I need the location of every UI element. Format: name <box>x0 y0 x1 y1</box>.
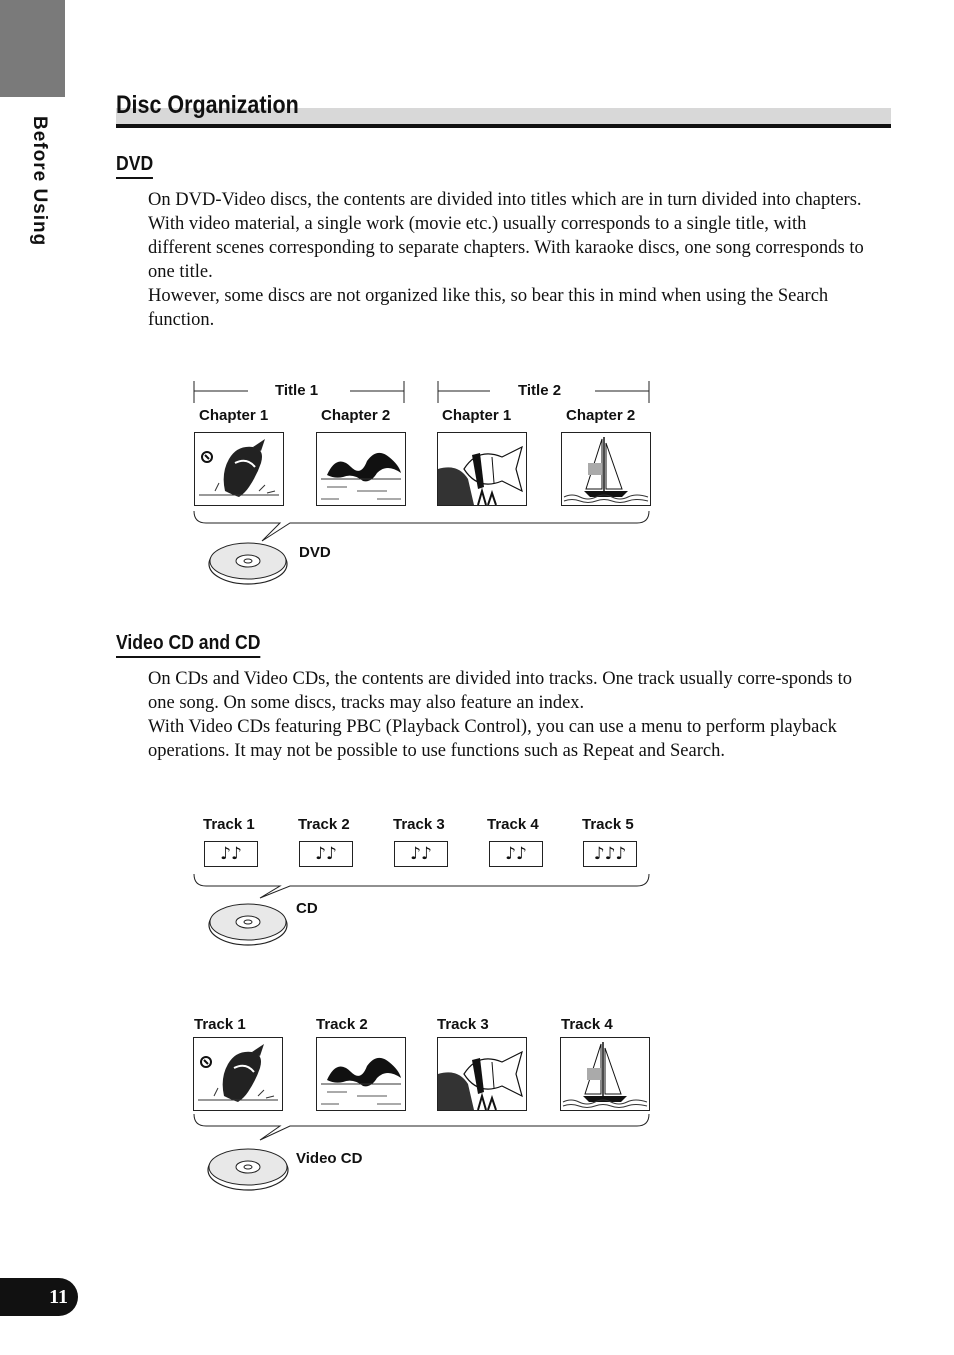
dvd-description <box>148 188 868 332</box>
cd-track-label: Track 1 <box>203 816 255 833</box>
video-cd-disc-icon <box>206 1144 290 1192</box>
wave-scene-image <box>316 1037 406 1111</box>
title-2-label: Title 2 <box>518 382 562 399</box>
vcd-track-label: Track 2 <box>316 1016 368 1033</box>
wave-scene-image <box>316 432 406 506</box>
chapter-label: Chapter 2 <box>566 407 636 424</box>
video-cd-disc-label: Video CD <box>296 1150 363 1167</box>
video-cd-description <box>148 667 868 763</box>
cd-disc-icon <box>207 899 289 947</box>
dolphin-scene-image <box>193 1037 283 1111</box>
chapter-label: Chapter 1 <box>199 407 269 424</box>
page-number: 11 <box>0 1278 78 1316</box>
fish-scene-image <box>437 432 527 506</box>
dvd-heading: DVD <box>116 153 153 179</box>
cd-brace <box>180 860 660 900</box>
cd-track-label: Track 4 <box>487 816 539 833</box>
dvd-paragraph-3: However, some discs are not organized like this, so bear this in mind when using the Search function. <box>148 286 829 330</box>
dvd-paragraph-1: On DVD-Video discs, the contents are divided into titles which are in turn divided into chapters. <box>148 190 862 210</box>
cd-disc-label: CD <box>296 900 318 917</box>
vcd-track-label: Track 1 <box>194 1016 246 1033</box>
title-1-label: Title 1 <box>275 382 319 399</box>
page-title: Disc Organization <box>116 91 299 119</box>
video-cd-paragraph-2: With Video CDs featuring PBC (Playback Control), you can use a menu to perform playback operations. It may not be possible to use functions such as Repeat and Search. <box>148 717 837 761</box>
cd-track-label: Track 2 <box>298 816 350 833</box>
title-rule <box>116 124 891 128</box>
fish-scene-image <box>437 1037 527 1111</box>
sailboat-scene-image <box>560 1037 650 1111</box>
music-notes-icon: ♪♪♪ <box>583 841 637 867</box>
dolphin-scene-image <box>194 432 284 506</box>
chapter-label: Chapter 2 <box>321 407 391 424</box>
vcd-brace <box>180 1104 660 1144</box>
dvd-disc-icon <box>207 538 289 586</box>
video-cd-heading: Video CD and CD <box>116 632 260 658</box>
cd-track-label: Track 3 <box>393 816 445 833</box>
side-tab-block <box>0 0 65 97</box>
music-notes-icon: ♪♪ <box>204 841 258 867</box>
music-notes-icon: ♪♪ <box>394 841 448 867</box>
dvd-paragraph-2: With video material, a single work (movie etc.) usually corresponds to a single title, with different scenes corresponding to separate chapters. With karaoke discs, one song corresponds to one title. <box>148 214 864 282</box>
video-cd-paragraph-1: On CDs and Video CDs, the contents are divided into tracks. One track usually corre-sponds to one song. On some discs, tracks may also feature an index. <box>148 669 852 713</box>
vcd-track-label: Track 4 <box>561 1016 613 1033</box>
vcd-track-label: Track 3 <box>437 1016 489 1033</box>
chapter-label: Chapter 1 <box>442 407 512 424</box>
music-notes-icon: ♪♪ <box>489 841 543 867</box>
cd-track-label: Track 5 <box>582 816 634 833</box>
music-notes-icon: ♪♪ <box>299 841 353 867</box>
sailboat-scene-image <box>561 432 651 506</box>
side-section-label: Before Using <box>29 116 50 247</box>
dvd-disc-label: DVD <box>299 544 331 561</box>
